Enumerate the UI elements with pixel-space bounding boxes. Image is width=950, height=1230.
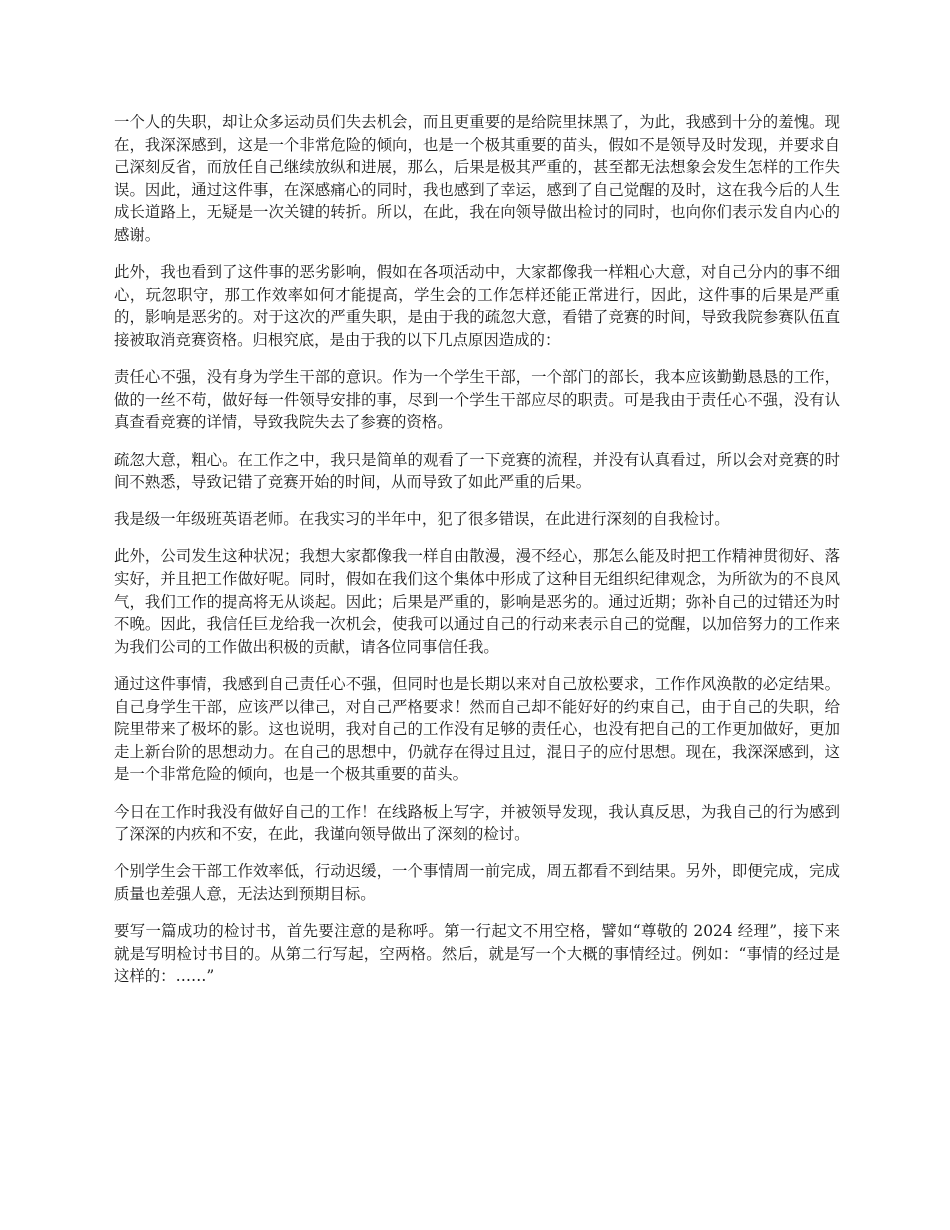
paragraph-2: 此外，我也看到了这件事的恶劣影响，假如在各项活动中，大家都像我一样粗心大意，对自己分内的事不细心，玩忽职守，那工作效率如何才能提高，学生会的工作怎样还能正常进行，因此，这件事的后果是严重的，影响是恶劣的。对于这次的严重失职，是由于我的疏忽大意，看错了竞赛的时间，导致我院参赛队伍直接被取消竞赛资格。归根究底，是由于我的以下几点原因造成的： [114, 263, 840, 349]
paragraph-1: 一个人的失职，却让众多运动员们失去机会，而且更重要的是给院里抹黑了，为此，我感到十分的羞愧。现在，我深深感到，这是一个非常危险的倾向，也是一个极其重要的苗头，假如不是领导及时发现，并要求自己深刻反省，而放任自己继续放纵和进展，那么，后果是极其严重的，甚至都无法想象会发生怎样的工作失误。因此，通过这件事，在深感痛心的同时，我也感到了幸运，感到了自己觉醒的及时，这在我今后的人生成长道路上，无疑是一次关键的转折。所以，在此，我在向领导做出检讨的同时，也向你们表示发自内心的感谢。 [114, 113, 840, 244]
paragraph-4: 疏忽大意，粗心。在工作之中，我只是简单的观看了一下竞赛的流程，并没有认真看过，所以会对竞赛的时间不熟悉，导致记错了竞赛开始的时间，从而导致了如此严重的后果。 [114, 450, 840, 492]
paragraph-10: 要写一篇成功的检讨书，首先要注意的是称呼。第一行起文不用空格，譬如“尊敬的 2024 经理”，接下来就是写明检讨书目的。从第二行写起，空两格。然后，就是写一个大概的事情经过。例如：“事情的经过是这样的：……” [114, 922, 840, 986]
document-body [114, 111, 840, 1003]
paragraph-7: 通过这件事情，我感到自己责任心不强，但同时也是长期以来对自己放松要求，工作作风涣散的必定结果。自己身学生干部，应该严以律己，对自己严格要求！然而自己却不能好好的约束自己，由于自己的失职，给院里带来了极坏的影。这也说明，我对自己的工作没有足够的责任心，也没有把自己的工作更加做好，更加走上新台阶的思想动力。在自己的思想中，仍就存在得过且过，混日子的应付思想。现在，我深深感到，这是一个非常危险的倾向，也是一个极其重要的苗头。 [114, 675, 840, 784]
paragraph-5: 我是级一年级班英语老师。在我实习的半年中，犯了很多错误，在此进行深刻的自我检讨。 [114, 510, 730, 529]
paragraph-8: 今日在工作时我没有做好自己的工作！在线路板上写字，并被领导发现，我认真反思，为我自己的行为感到了深深的内疚和不安，在此，我谨向领导做出了深刻的检讨。 [114, 802, 840, 844]
paragraph-9: 个别学生会干部工作效率低，行动迟缓，一个事情周一前完成，周五都看不到结果。另外，即便完成，完成质量也差强人意，无法达到预期目标。 [114, 862, 840, 903]
paragraph-6: 此外，公司发生这种状况；我想大家都像我一样自由散漫，漫不经心，那怎么能及时把工作精神贯彻好、落实好，并且把工作做好呢。同时，假如在我们这个集体中形成了这种目无组织纪律观念，为所欲为的不良风气，我们工作的提高将无从谈起。因此；后果是严重的，影响是恶劣的。通过近期；弥补自己的过错还为时不晚。因此，我信任巨龙给我一次机会，使我可以通过自己的行动来表示自己的觉醒，以加倍努力的工作来为我们公司的工作做出积极的贡献，请各位同事信任我。 [114, 547, 840, 656]
paragraph-3: 责任心不强，没有身为学生干部的意识。作为一个学生干部，一个部门的部长，我本应该勤勤恳恳的工作，做的一丝不苟，做好每一件领导安排的事，尽到一个学生干部应尽的职责。可是我由于责任心不强，没有认真查看竞赛的详情，导致我院失去了参赛的资格。 [114, 368, 840, 432]
